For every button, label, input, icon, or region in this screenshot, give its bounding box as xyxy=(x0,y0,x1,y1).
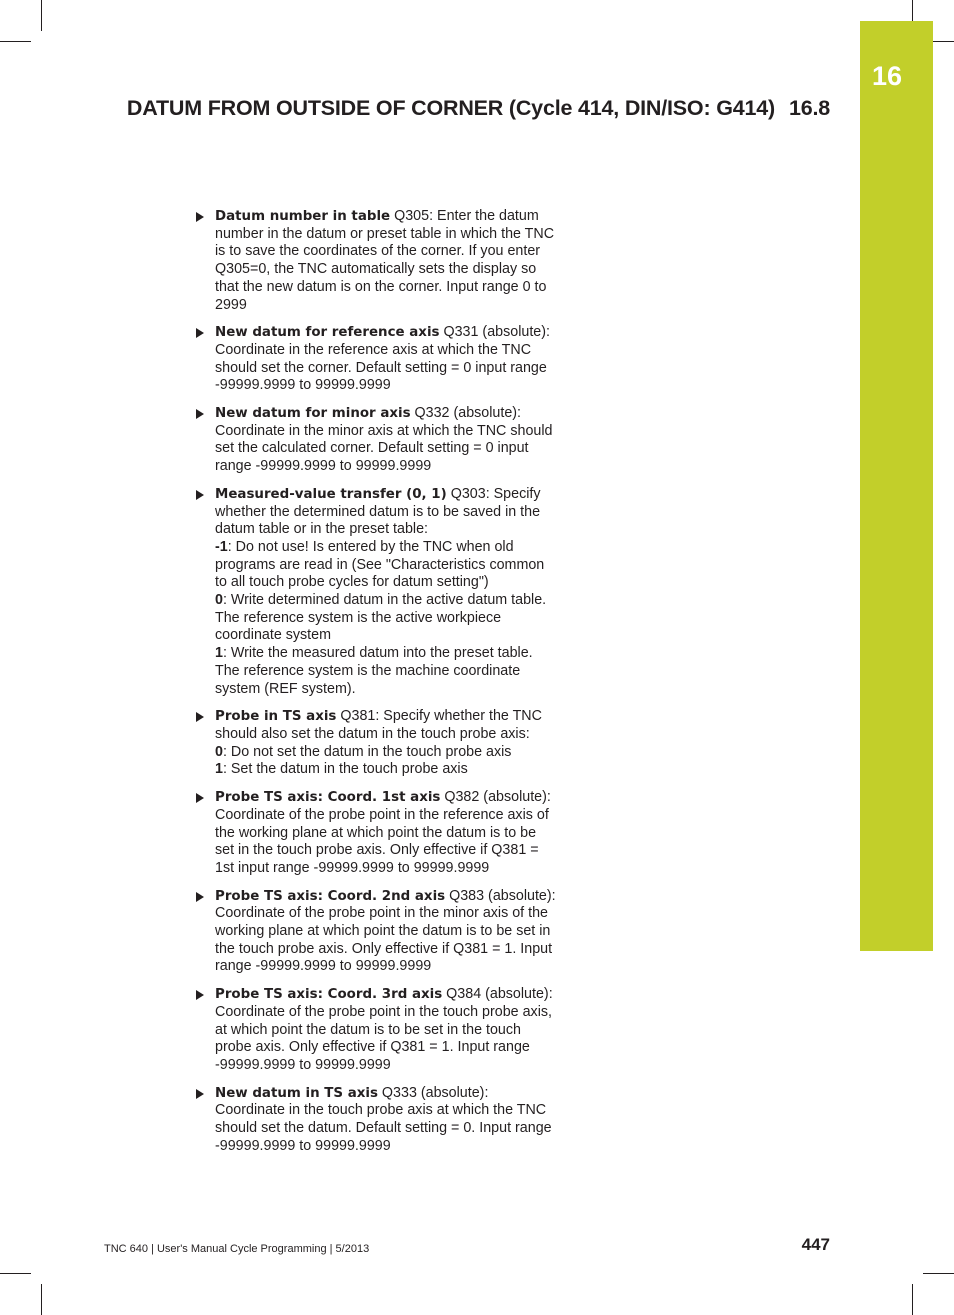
item-text: Q332 (absolute): Coordinate in the minor axis at which the TNC should set the calculated corner. Default setting = 0 input range -99999.9999 to 99999.9999 xyxy=(215,405,553,475)
triangle-bullet-icon xyxy=(196,793,204,803)
option-text: : Set the datum in the touch probe axis xyxy=(222,761,468,778)
option-text: : Do not set the datum in the touch probe axis xyxy=(222,743,512,760)
item-text: Q381: Specify whether the TNC should also set the datum in the touch probe axis: xyxy=(215,708,542,742)
triangle-bullet-icon xyxy=(196,1089,204,1099)
list-item xyxy=(194,789,559,878)
option-line xyxy=(215,744,559,762)
list-item xyxy=(194,405,559,476)
chapter-tab xyxy=(860,21,933,951)
triangle-bullet-icon xyxy=(196,892,204,902)
triangle-bullet-icon xyxy=(196,212,204,222)
list-item xyxy=(194,324,559,395)
triangle-bullet-icon xyxy=(196,409,204,419)
list-item xyxy=(194,208,559,314)
item-text: Q383 (absolute): Coordinate of the probe point in the minor axis of the working plane at which point the datum is to be set in the touch probe axis. Only effective if Q381 = 1. Input range -99999.9999 to 99999.9999 xyxy=(215,887,556,975)
option-line xyxy=(215,592,559,645)
triangle-bullet-icon xyxy=(196,712,204,722)
list-item xyxy=(194,1085,559,1156)
item-text: Q331 (absolute): Coordinate in the reference axis at which the TNC should set the corner. Default setting = 0 input range -99999.9999 to 99999.9999 xyxy=(215,324,550,394)
item-text: Q382 (absolute): Coordinate of the probe point in the reference axis of the working plane at which point the datum is to be set in the touch probe axis. Only effective if Q381 = 1st input range -99999.9999 to 99999.9999 xyxy=(215,789,551,876)
item-term: Probe in TS axis xyxy=(215,709,337,725)
crop-mark xyxy=(41,1284,42,1315)
crop-mark xyxy=(41,0,42,31)
option-key: 1 xyxy=(215,645,223,662)
option-text: : Write determined datum in the active datum table. The reference system is the active workpiece coordinate system xyxy=(215,592,547,644)
item-term: Probe TS axis: Coord. 2nd axis xyxy=(215,888,446,904)
item-text: Q384 (absolute): Coordinate of the probe point in the touch probe axis, at which point the datum is to be set in the touch probe axis. Only effective if Q381 = 1. Input range -99999.9999 to 99999.9999 xyxy=(215,986,553,1073)
header-title: DATUM FROM OUTSIDE OF CORNER (Cycle 414, DIN/ISO: G414) xyxy=(126,96,775,120)
item-term: Datum number in table xyxy=(215,209,391,224)
list-item xyxy=(194,708,559,779)
item-term: Probe TS axis: Coord. 1st axis xyxy=(215,790,441,806)
item-text: Q333 (absolute): Coordinate in the touch probe axis at which the TNC should set the datum. Default setting = 0. Input range -99999.9999 to 99999.9999 xyxy=(215,1084,552,1154)
crop-mark xyxy=(0,41,31,42)
option-line xyxy=(215,761,559,779)
item-term: New datum for minor axis xyxy=(215,406,411,422)
item-text: Q305: Enter the datum number in the datum or preset table in which the TNC is to save the coordinates of the corner. If you enter Q305=0, the TNC automatically sets the display so that the new datum is on the corner. Input range 0 to 2999 xyxy=(215,208,555,313)
triangle-bullet-icon xyxy=(196,990,204,1000)
option-key: 0 xyxy=(215,592,223,609)
list-item xyxy=(194,888,559,977)
option-key: 0 xyxy=(215,743,223,760)
crop-mark xyxy=(923,1273,954,1274)
item-text: Q303: Specify whether the determined datum is to be saved in the datum table or in the preset table: xyxy=(215,485,541,538)
option-text: : Do not use! Is entered by the TNC when old programs are read in (See "Characteristics common to all touch probe cycles for datum setting") xyxy=(215,538,545,591)
item-term: New datum in TS axis xyxy=(215,1085,378,1101)
item-term: New datum for reference axis xyxy=(215,325,440,341)
page-header xyxy=(100,96,830,121)
header-section: 16.8 xyxy=(788,96,830,120)
option-key: -1 xyxy=(215,538,228,555)
list-item xyxy=(194,986,559,1075)
crop-mark xyxy=(912,1284,913,1315)
option-key: 1 xyxy=(215,761,223,778)
parameter-list xyxy=(194,208,559,1165)
page-number: 447 xyxy=(801,1235,830,1254)
triangle-bullet-icon xyxy=(196,490,204,500)
item-term: Probe TS axis: Coord. 3rd axis xyxy=(215,987,443,1003)
option-text: : Write the measured datum into the preset table. The reference system is the machine coordinate system (REF system). xyxy=(215,645,533,697)
chapter-number: 16 xyxy=(872,61,903,91)
triangle-bullet-icon xyxy=(196,328,204,338)
footer-text: TNC 640 | User's Manual Cycle Programming | 5/2013 xyxy=(104,1243,370,1255)
option-line xyxy=(215,539,559,592)
crop-mark xyxy=(0,1273,31,1274)
list-item xyxy=(194,486,559,698)
item-term: Measured-value transfer (0, 1) xyxy=(215,486,447,502)
option-line xyxy=(215,645,559,698)
